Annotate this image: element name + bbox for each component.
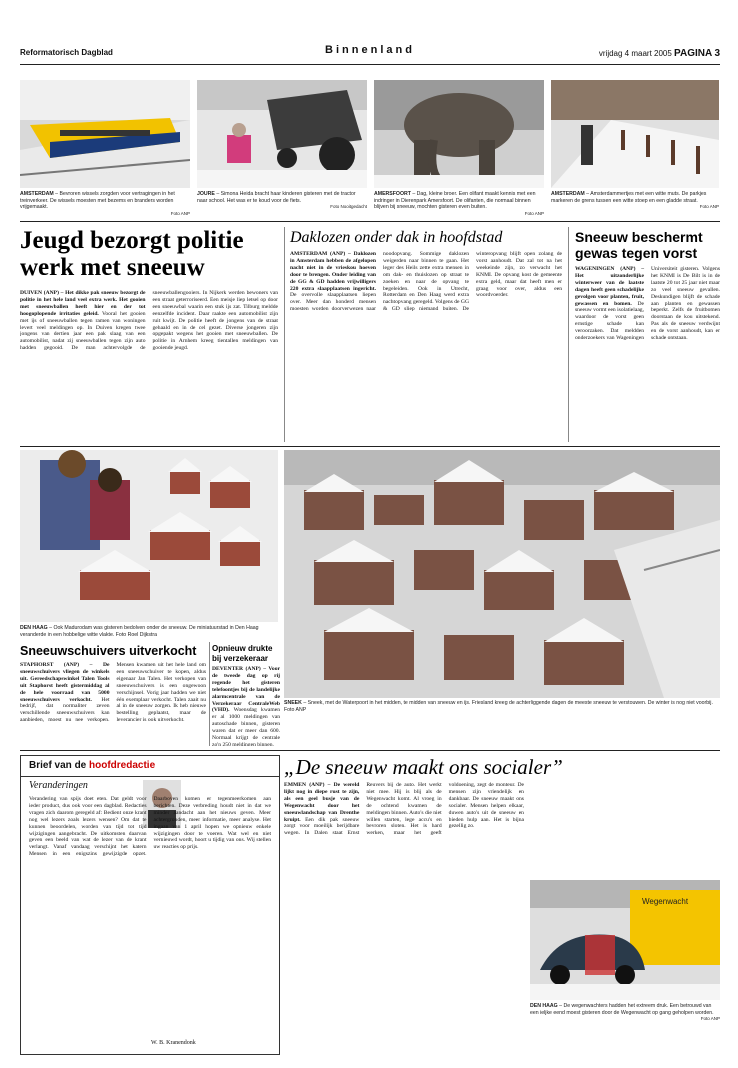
insurer-headline: Opnieuw drukte bij verzekeraar: [212, 644, 273, 663]
van-lettering: Wegenwacht: [642, 897, 689, 906]
divider: [20, 446, 720, 447]
elephant-photo: [374, 80, 544, 188]
insurer-article-body: DEVENTER (ANP) – Voor de tweede dag op rij regende het gisteren telefoontjes bij de landelijke alarmcentrale van de Verzekeraar CentraleWeb (VHD). Woensdag kwamen er al 1000 meldingen van autoschade binnen, gisteren waren dat er meer dan 600. Normaal krijgt de centrale zo'n 250 meldingen binnen.: [212, 666, 280, 746]
plows-article-body: STAPHORST (ANP) – De sneeuwschuivers vliegen de winkels uit. Gereedschapswinkel Talen Tools uit Staphorst heeft gistermiddag al de hele voorraad van 5000 sneeuwschuivers verkocht. Het bedrijf, dat normaliter zeven verschillende sneeuwschuivers kan aanbieden, moest nu nee verkopen. Mensen kwamen uit het hele land om een sneeuwschuiver te kopen, aldus eigenaar Jan Talen. Het verkopen van sneeuwschuivers is een ongewoon verschijnsel. Vorig jaar hadden we niet één exemplaar verkocht. Talen zaait nu al in de sneeuw zorgen. Ik heb nieuwe bestelling geplaatst, maar de leverancier is ook uitverkocht.: [20, 662, 206, 724]
divider: [20, 750, 720, 751]
social-article-body: EMMEN (ANP) – De wereld lijkt nog in diepe rust te zijn, als een geel busje van de Wegenwacht door het sneeuwlandschap van Drenthe kruipt. Een dik pak sneeuw zorgt voor moeilijk berijdbare wegen. In Dalen staat Ernst Reuvers bij de auto. Het werkt niet mee. Hij is blij als de Wegenwacht komt. Al vroeg in de ochtend kwamen de meldingen binnen. Auto's die niet willen starten, lege accu's en bevroren sloten. Het is hard werken, maar het geeft voldoening, zegt de monteur. De mensen zijn vriendelijk en dankbaar. De sneeuw maakt ons socialer. Mensen helpen elkaar, duwen auto's uit de sneeuw en bieden hulp aan. Het is bijna gezellig zo.: [284, 782, 524, 837]
page-number: 3: [714, 48, 720, 59]
train-caption: AMSTERDAM – Bevroren wissels zorgden voor vertragingen in het treinverkeer. De wissels moesten met bezems en branders worden vrijgemaakt. Foto ANP: [20, 191, 190, 216]
wegenwacht-caption: DEN HAAG – De wegenwachters hadden het extreem druk. Een betrouwd van een ieljke eend moest gisteren door de Wegenwacht op gang geholpen worden. Foto ANP: [530, 1003, 720, 1021]
divider: [568, 227, 569, 442]
divider: [209, 642, 210, 746]
tractor-caption: JOURE – Simona Heida bracht haar kinderen gisteren met de tractor naar school. Het was er te koud voor de fiets. Foto Nooitgedacht: [197, 191, 367, 209]
madurodam-photo: [20, 450, 278, 622]
homeless-headline: Daklozen onder dak in hoofdstad: [290, 229, 503, 246]
police-headline: Jeugd bezorgt politie werk met sneeuw: [20, 227, 244, 281]
elephant-caption: AMERSFOORT – Dag, kleine broer. Een olifant maakt kennis met een indringer in Dierenpark Amersfoort. De olifanten, die normaal binnen blijven bij sneeuw, mochten gisteren even buiten. Foto ANP: [374, 191, 544, 216]
divider: [284, 227, 285, 442]
social-headline: „De sneeuw maakt ons socialer”: [284, 755, 563, 779]
editorial-letter-box: [20, 755, 280, 1055]
street-photo: [551, 80, 719, 188]
homeless-article-body: AMSTERDAM (ANP) – Daklozen in Amsterdam hebben de afgelopen nacht niet in de vrieskou hoeven door te brengen. Onder leiding van de GG & GD hadden vrijwilligers 220 extra slaapplaatsen ingericht. De overvolle slaapplaatsen liepen over. Meer dan honderd mensen moesten worden doorverwezen naar noodopvang. Sommige daklozen weigerden naar binnen te gaan. Het leger des Heils zette extra mensen in om dak- en thuislozen op straat te zoeken en naar de opvang te begeleiden. Ook in Utrecht, Rotterdam en Den Haag werd extra nachtopvang geregeld. Volgens de GG & GD sliep niemand buiten. De winteropvang blijft open zolang de vorst aanhoudt. Dat zal tot na het weekeinde zijn, zo verwacht het KNMI. De opvang kost de gemeente extra geld, maar dat heeft men er graag voor over, aldus een woordvoerder.: [290, 251, 562, 313]
paper-name: Reformatorisch Dagblad: [20, 48, 113, 57]
divider: [21, 776, 279, 777]
sneek-caption: SNEEK – Sneek, met de Waterpoort in het midden, te midden van sneeuw en ijs. Friesland kreeg de achterliggende dagen de meeste sneeuw te verstouwen. De winter is nog niet voorbij. Foto ANP: [284, 700, 713, 713]
column-title: Veranderingen: [29, 780, 88, 791]
wegenwacht-photo: [530, 880, 720, 1000]
column-body: Verandering van spijs doet eten. Dat geldt voor ieder product, dus ook voor een dagblad. Redacties vragen zich daarom geregeld af: Bedient onze krant nog wel lezers zoals lezers wensen? Om dat te kunnen beoordelen, worden van tijd tot tijd wijzigingen aangebracht. De uitkomsten daarvan geven een beeld van wat de lezer van de krant verlangt. Vanaf vandaag verschijnt het katern Mensen in een enigszins gewijzigde opzet. Daarboven komen er tegenmeerkomen aan berichten. Deze verbreding houdt niet in dat we minder aandacht aan het nieuws geven. Meer achtergronden, meer informatie, meer analyse. Het ingaan van 1 april hopen we opnieuw enkele wijzigingen door te voeren. Wat wel en niet vernieuwd wordt, hoort u tijdig van ons. Wij stellen uw reacties op prijs.: [29, 796, 271, 858]
column-label: Brief van de hoofdredactie: [29, 760, 156, 771]
page-header: [20, 42, 720, 65]
section-title: Binnenland: [325, 44, 415, 56]
madurodam-caption: DEN HAAG – Ook Madurodam was gisteren bedolven onder de sneeuw. De miniatuurstad in Den Haag veranderde in een hobbelige witte vlakte. Foto Roel Dijkstra: [20, 625, 259, 638]
nature-article-body: WAGENINGEN (ANP) – Het uitzonderlijke winterweer van de laatste dagen heeft geen schadelijke gevolgen voor planten, fruit, gewassen en bomen. De sneeuw vormt een isolatielaag, waardoor de vorst geen ernstige schade kan veroorzaken. Dat meldden onderzoekers van Wageningen Universiteit gisteren. Volgens het KNMI is De Bilt is in de laatste 20 tot 25 jaar niet maar zo veel sneeuw gevallen. Deskundigen blijft de schade aan planten en gewassen beperkt. Zelfs de fruitbomen doorstaan de kou uitstekend. Pas als de sneeuw verdwijnt en de vorst aanhoudt, kan er schade ontstaan.: [575, 266, 720, 342]
street-caption: AMSTERDAM – Amsterdammertjes met een witte muts. De parkjes markeren de grens tussen een witte stoep en een gladde straat. Foto ANP: [551, 191, 719, 209]
page-info: [599, 48, 720, 59]
nature-headline: Sneeuw beschermt gewas tegen vorst: [575, 229, 703, 261]
police-article-body: DUIVEN (ANP) – Het dikke pak sneeuw bezorgt de politie in het hele land veel extra werk. Het gooien met sneeuwballen heeft hier en der tot hoogoplopende irritaties geleid. Vooral het gooien met ijs of sneeuwballen tegen ramen van woningen levert veel meldingen op. In Duiven kregen twee jongens van dertien jaar een pak slaag van een automobilist, nadat zij sneeuwballen tegen zijn auto hadden gegooid. De man achtervolgde de sneeuwballengooiers. In Nijkerk werden bewoners van een straat geterroriseerd. Een meisje liep letsel op door een sneeuwbal waarin een stuk ijs zat. Tilburg meldde eenzelfde incident. Daar raakte een automobilist zijn ruit kwijt. De politie heeft de jongens van de straat gehaald en in de cel gezet. Diverse jongeren zijn opgepakt wegens het gooien met sneeuwballen. De politie in Arnhem kreeg tientallen meldingen van gooiende jeugd.: [20, 290, 278, 352]
page-label: PAGINA: [674, 48, 713, 59]
divider: [20, 221, 720, 222]
plows-headline: Sneeuwschuivers uitverkocht: [20, 644, 197, 658]
date: vrijdag 4 maart 2005: [598, 49, 672, 58]
tractor-photo: [197, 80, 367, 188]
column-signature: W. B. Kranendonk: [151, 1040, 196, 1046]
train-photo: [20, 80, 190, 188]
sneek-photo: [284, 450, 720, 698]
